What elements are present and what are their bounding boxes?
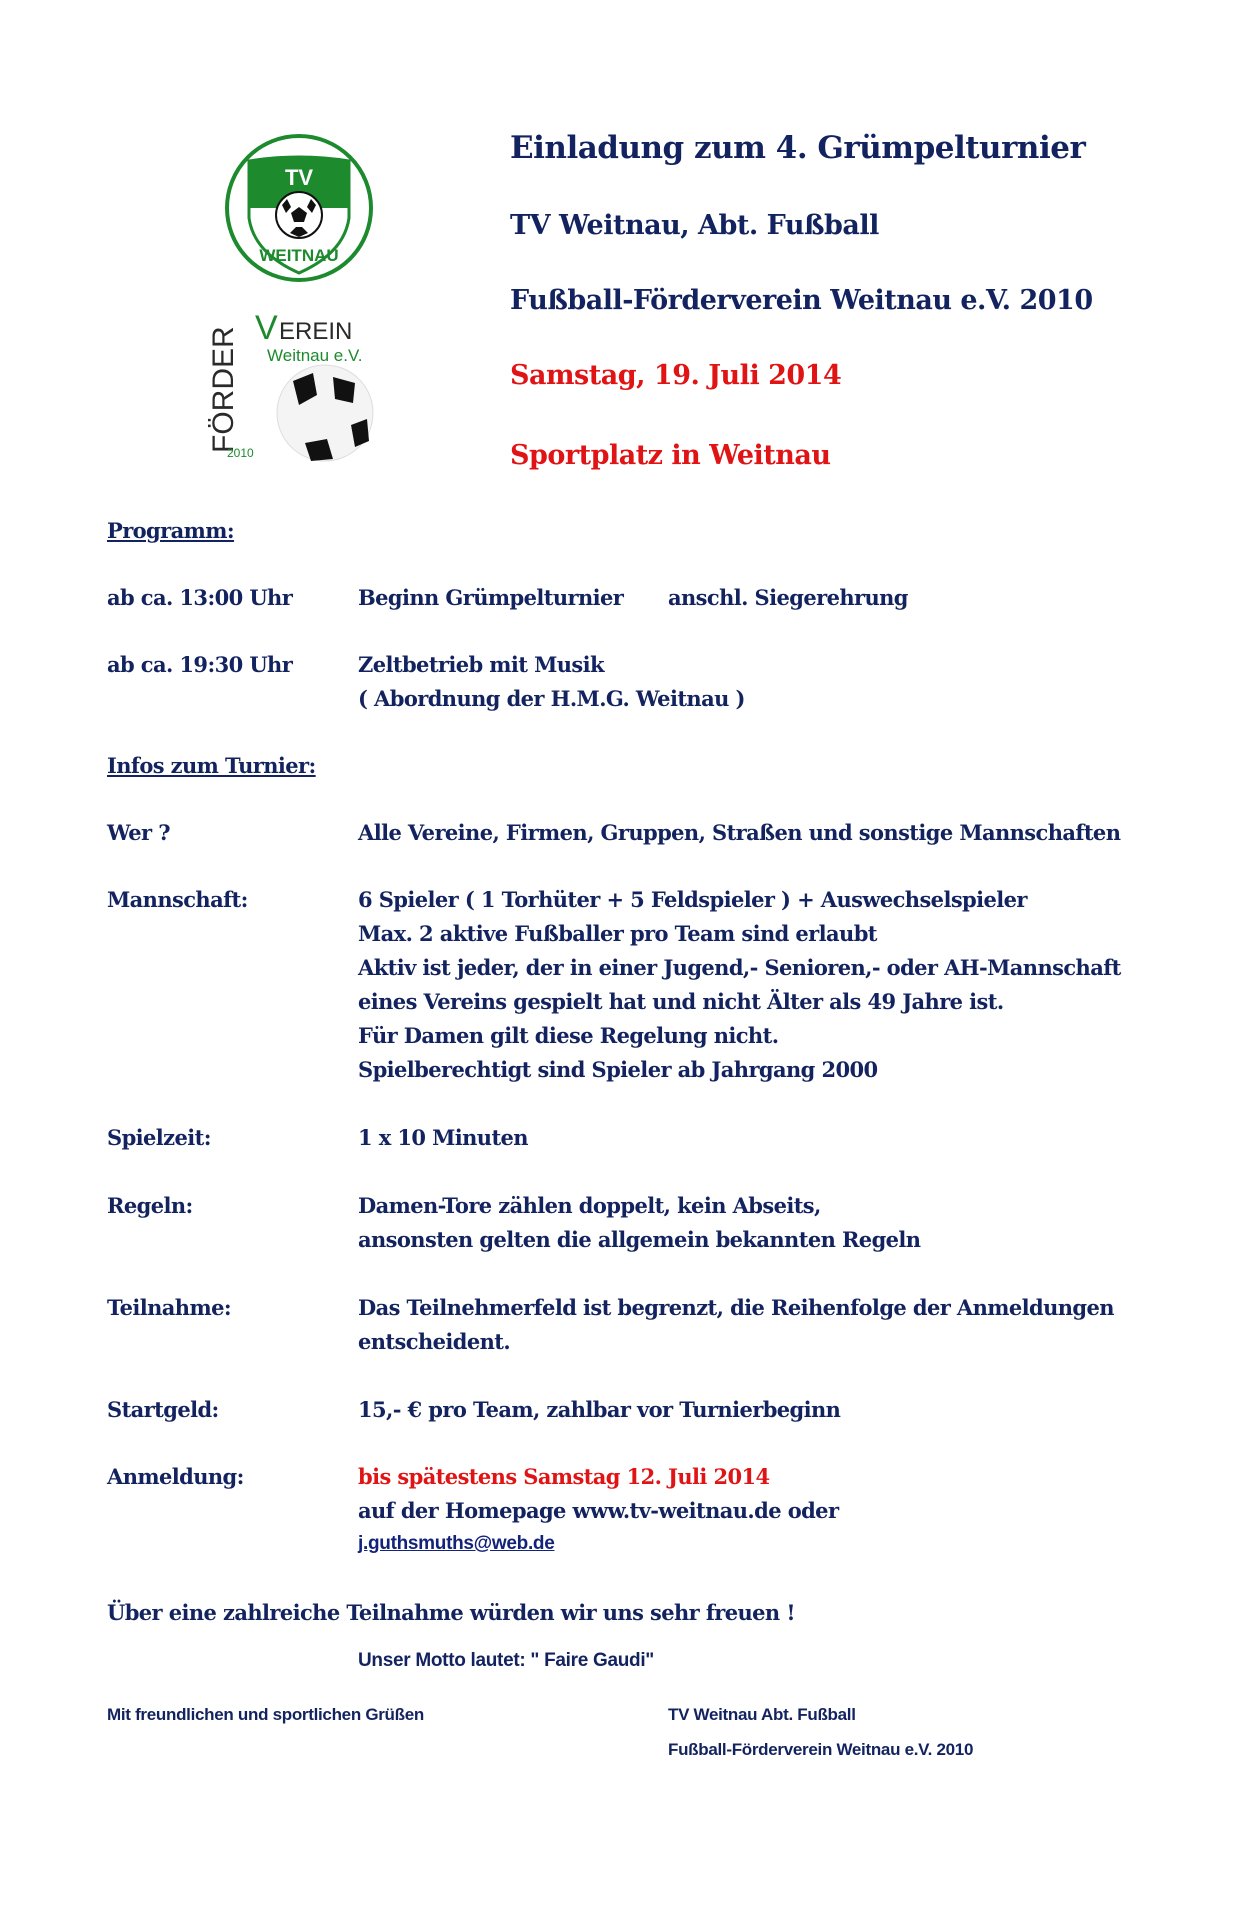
org-tv-weitnau: TV Weitnau, Abt. Fußball (510, 210, 879, 241)
page-title: Einladung zum 4. Grümpelturnier (510, 130, 1086, 166)
event-location: Sportplatz in Weitnau (510, 440, 831, 471)
info-label-mannschaft: Mannschaft: (107, 887, 248, 912)
closing-motto: Unser Motto lautet: " Faire Gaudi" (358, 1650, 655, 1671)
closing-invite: Über eine zahlreiche Teilnahme würden wir uns sehr freuen ! (107, 1600, 795, 1625)
svg-text:EREIN: EREIN (279, 318, 353, 345)
info-value-wer: Alle Vereine, Firmen, Gruppen, Straßen und sonstige Mannschaften (358, 820, 1121, 845)
info-value-mannschaft-5: Für Damen gilt diese Regelung nicht. (358, 1023, 779, 1048)
program-text-2a: Zeltbetrieb mit Musik (358, 652, 604, 677)
program-time-1: ab ca. 13:00 Uhr (107, 585, 293, 610)
info-value-spielzeit: 1 x 10 Minuten (358, 1125, 528, 1150)
registration-deadline: bis spätestens Samstag 12. Juli 2014 (358, 1464, 770, 1489)
info-label-wer: Wer ? (107, 820, 170, 845)
program-time-2: ab ca. 19:30 Uhr (107, 652, 293, 677)
tv-weitnau-logo (224, 133, 374, 283)
svg-text:TV: TV (284, 165, 314, 190)
registration-homepage: auf der Homepage www.tv-weitnau.de oder (358, 1498, 839, 1523)
info-label-spielzeit: Spielzeit: (107, 1125, 211, 1150)
svg-text:V: V (255, 309, 278, 347)
info-value-teilnahme-1: Das Teilnehmerfeld ist begrenzt, die Reihenfolge der Anmeldungen (358, 1295, 1114, 1320)
svg-text:Weitnau e.V.: Weitnau e.V. (267, 346, 363, 365)
info-label-anmeldung: Anmeldung: (107, 1464, 244, 1489)
program-text-2b: ( Abordnung der H.M.G. Weitnau ) (358, 686, 745, 711)
info-value-mannschaft-6: Spielberechtigt sind Spieler ab Jahrgang 2000 (358, 1057, 878, 1082)
tv-logo-text: WEITNAU (259, 246, 339, 265)
program-extra-1: anschl. Siegerehrung (668, 585, 908, 610)
info-value-mannschaft-3: Aktiv ist jeder, der in einer Jugend,- Senioren,- oder AH-Mannschaft (358, 955, 1121, 980)
info-label-regeln: Regeln: (107, 1193, 193, 1218)
info-value-mannschaft-1: 6 Spieler ( 1 Torhüter + 5 Feldspieler ) + Auswechselspieler (358, 887, 1027, 912)
infos-heading: Infos zum Turnier: (107, 753, 316, 778)
program-text-1: Beginn Grümpelturnier (358, 585, 624, 610)
info-label-startgeld: Startgeld: (107, 1397, 219, 1422)
foerderverein-logo (205, 303, 385, 463)
info-value-regeln-1: Damen-Tore zählen doppelt, kein Abseits, (358, 1193, 821, 1218)
info-value-mannschaft-4: eines Vereins gespielt hat und nicht Älter als 49 Jahre ist. (358, 989, 1004, 1014)
program-heading: Programm: (107, 518, 235, 543)
info-value-startgeld: 15,- € pro Team, zahlbar vor Turnierbeginn (358, 1397, 841, 1422)
info-label-teilnahme: Teilnahme: (107, 1295, 232, 1320)
info-value-teilnahme-2: entscheident. (358, 1329, 511, 1354)
org-foerderverein: Fußball-Förderverein Weitnau e.V. 2010 (510, 285, 1093, 316)
svg-text:2010: 2010 (227, 446, 254, 460)
closing-greeting: Mit freundlichen und sportlichen Grüßen (107, 1705, 424, 1724)
svg-text:FÖRDER: FÖRDER (207, 326, 240, 453)
info-value-regeln-2: ansonsten gelten die allgemein bekannten Regeln (358, 1227, 921, 1252)
event-date: Samstag, 19. Juli 2014 (510, 360, 842, 391)
signature-foerderverein: Fußball-Förderverein Weitnau e.V. 2010 (668, 1740, 974, 1759)
signature-tv-weitnau: TV Weitnau Abt. Fußball (668, 1705, 856, 1724)
registration-email-link[interactable]: j.guthsmuths@web.de (358, 1533, 555, 1554)
info-value-mannschaft-2: Max. 2 aktive Fußballer pro Team sind erlaubt (358, 921, 877, 946)
